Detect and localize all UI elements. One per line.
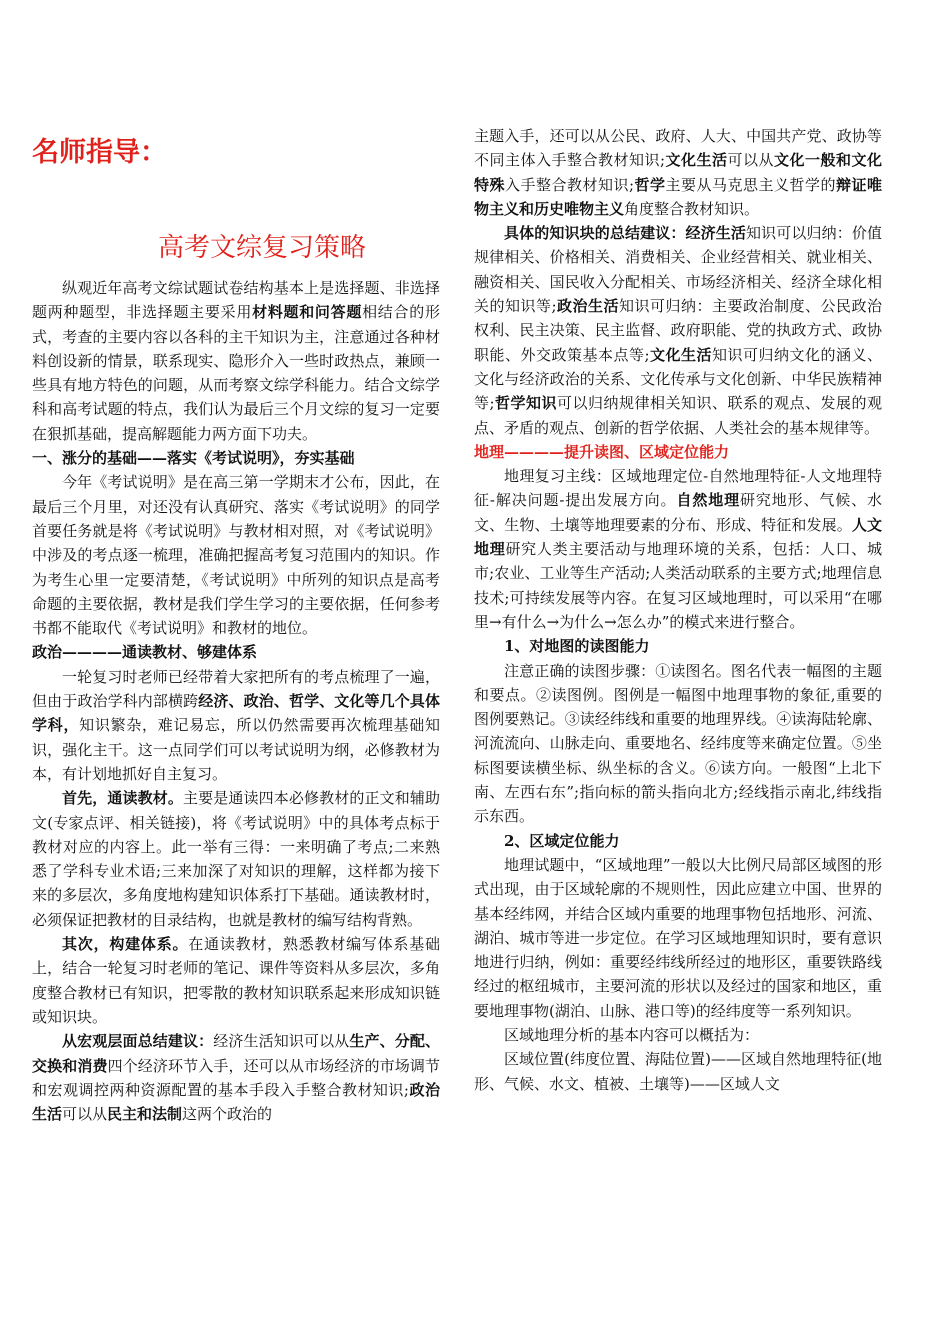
document-title: 高考文综复习策略 <box>157 233 366 263</box>
exam-guide-paragraph: 今年《考试说明》是在高三第一学期末才公布，因此，在最后三个月里，对还没有认真研究、落实《考试说明》的同学首要任务就是将《考试说明》与教材相对照，对《考试说明》中涉及的考点逐一梳理，准确把握高考复习范围内的知识。作为考生心里一定要清楚，《考试说明》中所列的知识点是高考命题的主要依据，教材是我们学生学习的主要依据，任何参考书都不能取代《考试说明》和教材的地位。 <box>32 473 440 638</box>
bold-run: 生产、分配、交换和消费 <box>32 1032 440 1075</box>
region-location-paragraph: 地理试题中，“区域地理”一般以大比例尺局部区域图的形式出现，由于区域轮廓的不规则性，因此应建立中国、世界的基本经纬网，并结合区域内重要的地理事物包括地形、河流、湖泊、城市等进一步定位。在学习区域地理知识时，要有意识地进行归纳，例如：重要经纬线所经过的地形区，重要铁路线经过的枢纽城市，主要河流的形状以及经过的国家和地区，重要地理事物(湖泊、山脉、港口等)的经纬度等一系列知识。 <box>474 855 882 1020</box>
text-run: 相结合的形式，考查的主要内容以各科的主干知识为主，注意通过各种材料创设新的情景，联系现实、隐形介入一些时政热点，兼顾一些具有地方特色的问题，从而考察文综学科能力。结合文综学科和高考试题的特点，我们认为最后三个月文综的复习一定要在狠抓基础，提高解题能力两方面下功夫。 <box>32 303 440 443</box>
bold-run: 人文地理 <box>474 515 882 559</box>
bold-run: 经济、政治、哲学、文化等几个具体学科， <box>32 692 440 735</box>
bold-run: 哲学 <box>634 175 666 194</box>
bold-run: 首先，通读教材。 <box>62 789 183 808</box>
bold-run: 经济生活 <box>685 224 746 243</box>
text-run: 研究地形、气候、水文、生物、土壤等地理要素的分布、形成、特征和发展。 <box>474 491 882 534</box>
text-run: 在通读教材，熟悉教材编写体系基础上，结合一轮复习时老师的笔记、课件等资料从多层次，多角度整合教材已有知识，把零散的教材知识联系起来形成知识链或知识块。 <box>32 935 440 1026</box>
text-run: 研究人类主要活动与地理环境的关系，包括：人口、城市;农业、工业等生产活动;人类活动联系的主要方式;地理信息技术;可持续发展等内容。在复习区域地理时，可以采用“在哪里→有什么→为什么→怎么办”的模式来进行整合。 <box>474 540 882 631</box>
region-analysis-intro: 区域地理分析的基本内容可以概括为： <box>504 1025 760 1044</box>
bold-run: 政治生活 <box>32 1080 440 1124</box>
politics-paragraph-2 <box>32 786 440 932</box>
bold-run: 从宏观层面总结建议： <box>62 1032 214 1051</box>
section-heading-1: 一、涨分的基础——落实《考试说明》，夯实基础 <box>32 449 355 468</box>
politics-paragraph-3 <box>32 932 440 1029</box>
text-run: 主题入手，还可以从公民、政府、人大、中国共产党、政协等不同主体入手整合教材知识; <box>474 127 882 170</box>
left-body <box>32 276 440 1126</box>
map-reading-heading: 1、对地图的读图能力 <box>504 637 650 656</box>
politics-paragraph-4 <box>32 1029 440 1126</box>
knowledge-block-paragraph <box>474 221 882 440</box>
geography-heading: 地理————提升读图、区域定位能力 <box>474 442 730 461</box>
bold-run: 材料题和问答题 <box>252 303 363 322</box>
text-run: 一轮复习时老师已经带着大家把所有的考点梳理了一遍，但由于政治学科内部横跨 <box>32 667 440 711</box>
text-run: 入手整合教材知识; <box>505 175 635 194</box>
text-run: 可以从 <box>62 1105 108 1124</box>
text-run: 经济生活知识可以从 <box>213 1032 350 1051</box>
bold-run: 辩证唯物主义和历史唯物主义 <box>474 175 882 218</box>
bold-run: 政治生活 <box>556 297 620 316</box>
politics-heading: 政治————通读教材、够建体系 <box>32 643 258 662</box>
bold-run: 哲学知识 <box>494 394 558 413</box>
politics-paragraph-1 <box>32 665 440 786</box>
text-run: 可以归纳规律相关知识、联系的观点、发展的观点、矛盾的观点、创新的哲学依据、人类社会的基本规律等。 <box>474 394 882 437</box>
text-run: 知识繁杂，难记易忘，所以仍然需要再次梳理基础知识，强化主干。这一点同学们可以考试说明为纲，必修教材为本，有计划地抓好自主复习。 <box>32 716 440 783</box>
right-body <box>474 124 882 1096</box>
bold-run: 文化生活 <box>665 151 728 170</box>
text-run: 地理复习主线：区域地理定位-自然地理特征-人文地理特征-解决问题-提出发展方向。 <box>474 467 882 510</box>
region-analysis-paragraph: 区域位置(纬度位置、海陆位置)——区域自然地理特征(地形、气候、水文、植被、土壤等)——区域人文 <box>474 1050 882 1093</box>
region-location-heading: 2、区域定位能力 <box>504 831 620 850</box>
bold-run: 自然地理 <box>676 491 740 510</box>
text-run: 知识可以归纳：价值规律相关、价格相关、消费相关、企业经营相关、就业相关、融资相关、国民收入分配相关、市场经济相关、经济全球化相关的知识等; <box>474 224 882 316</box>
text-run: 知识可归纳文化的涵义、文化与经济政治的关系、文化传承与文化创新、中华民族精神等; <box>474 345 882 413</box>
bold-run: 具体的知识块的总结建议： <box>504 224 686 243</box>
text-run: 主要是通读四本必修教材的正文和辅助文(专家点评、相关链接)，将《考试说明》中的具体考点标于教材对应的内容上。此一举有三得：一来明确了考点;二来熟悉了学科专业术语;三来加深了对知识的理解，这样都为接下来的多层次，多角度地构建知识体系打下基础。通读教材时，必须保证把教材的目录结构，也就是教材的编写结构背熟。 <box>32 789 440 929</box>
politics-paragraph-4-cont <box>474 124 882 221</box>
map-reading-paragraph: 注意正确的读图步骤：①读图名。图名代表一幅图的主题和要点。②读图例。图例是一幅图中地理事物的象征,重要的图例要熟记。③读经纬线和重要的地理界线。④读海陆轮廓、河流流向、山脉走向、重要地名、经纬度等来确定位置。⑤坐标图要读横坐标、纵坐标的含义。⑥读方向。一般图“上北下南、左西右东”;指向标的箭头指向北方;经线指示南北,纬线指示东西。 <box>474 661 882 826</box>
text-run: 角度整合教材知识。 <box>624 199 760 218</box>
text-run: 纵观近年高考文综试题试卷结构基本上是选择题、非选择题两种题型，非选择题主要采用 <box>32 279 440 322</box>
bold-run: 文化一般和文化特殊 <box>474 151 882 194</box>
text-run: 这两个政治的 <box>182 1105 273 1124</box>
bold-run: 其次，构建体系。 <box>62 935 189 954</box>
bold-run: 民主和法制 <box>107 1105 183 1124</box>
text-run: 知识可归纳：主要政治制度、公民政治权利、民主决策、民主监督、政府职能、党的执政方式、政协职能、外交政策基本点等; <box>474 297 882 364</box>
geography-paragraph-1 <box>474 464 882 634</box>
text-run: 可以从 <box>727 151 774 170</box>
bold-run: 文化生活 <box>649 345 712 364</box>
intro-paragraph <box>32 276 440 446</box>
text-run: 四个经济环节入手，还可以从市场经济的市场调节和宏观调控两种资源配置的基本手段入手整合教材知识; <box>32 1056 440 1099</box>
text-run: 主要从马克思主义哲学的 <box>665 175 836 194</box>
pretitle-heading: 名师指导： <box>32 137 167 168</box>
